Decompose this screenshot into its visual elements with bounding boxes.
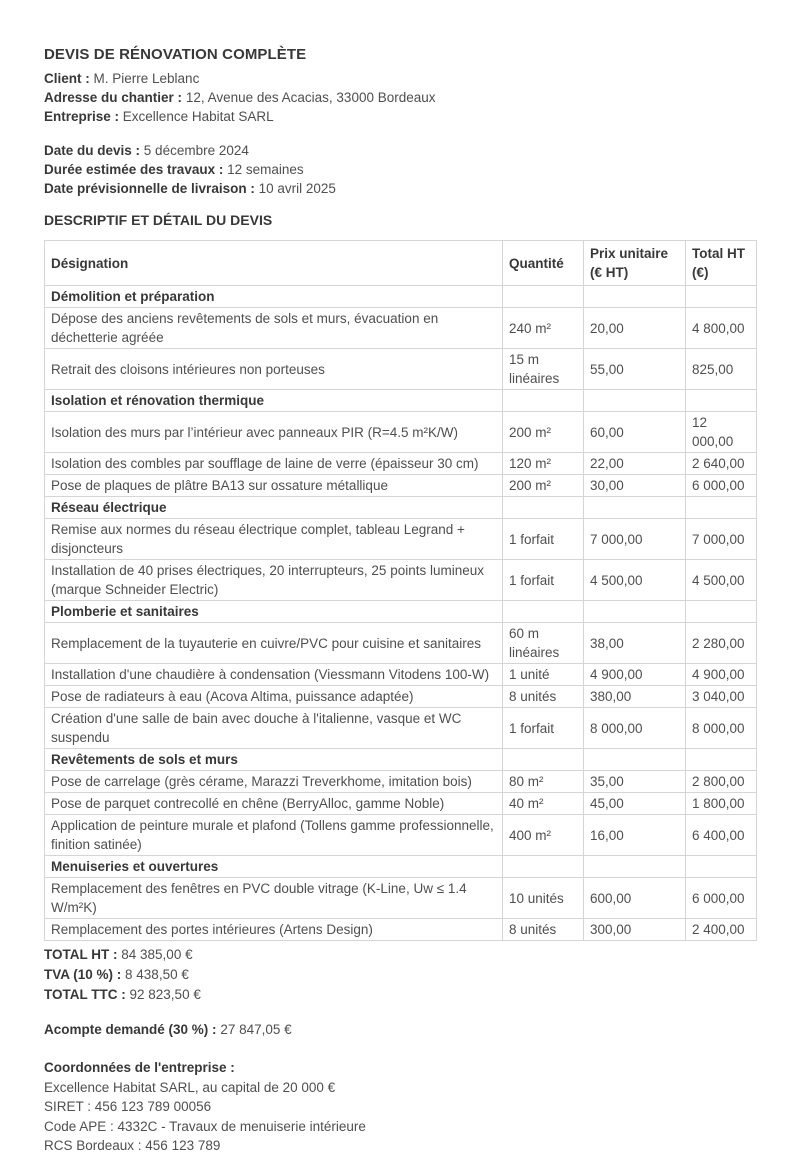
company-details-block	[44, 1058, 756, 1156]
table-item-row	[45, 412, 757, 453]
designation-cell: Menuiseries et ouvertures	[45, 856, 503, 878]
totals-block	[44, 945, 756, 1005]
total-ht-label: TOTAL HT :	[44, 947, 118, 962]
table-section-row	[45, 497, 757, 519]
total-ttc-line	[44, 985, 756, 1005]
total-cell: 6 000,00	[686, 475, 757, 497]
total-cell: 2 800,00	[686, 771, 757, 793]
company-line	[44, 107, 756, 126]
table-item-row	[45, 771, 757, 793]
designation-cell: Remplacement des portes intérieures (Artens Design)	[45, 919, 503, 941]
table-item-row	[45, 519, 757, 560]
unit-price-cell: 55,00	[584, 349, 686, 390]
client-line	[44, 69, 756, 88]
unit-price-cell	[584, 749, 686, 771]
total-cell	[686, 286, 757, 308]
quantity-cell	[503, 856, 584, 878]
designation-cell: Dépose des anciens revêtements de sols et murs, évacuation en déchetterie agréée	[45, 308, 503, 349]
tva-value: 8 438,50 €	[125, 967, 189, 982]
delivery-date-label: Date prévisionnelle de livraison :	[44, 181, 255, 196]
total-cell: 6 000,00	[686, 878, 757, 919]
designation-cell: Remplacement de la tuyauterie en cuivre/PVC pour cuisine et sanitaires	[45, 623, 503, 664]
table-item-row	[45, 815, 757, 856]
company-value: Excellence Habitat SARL	[122, 109, 274, 124]
table-section-row	[45, 390, 757, 412]
duration-value: 12 semaines	[227, 162, 304, 177]
total-cell: 2 400,00	[686, 919, 757, 941]
unit-price-cell: 45,00	[584, 793, 686, 815]
table-item-row	[45, 878, 757, 919]
unit-price-cell: 30,00	[584, 475, 686, 497]
unit-price-cell: 35,00	[584, 771, 686, 793]
total-ttc-label: TOTAL TTC :	[44, 987, 126, 1002]
total-cell: 2 640,00	[686, 453, 757, 475]
designation-cell: Pose de parquet contrecollé en chêne (BerryAlloc, gamme Noble)	[45, 793, 503, 815]
total-cell: 3 040,00	[686, 686, 757, 708]
site-address-line	[44, 88, 756, 107]
unit-price-cell: 8 000,00	[584, 708, 686, 749]
total-cell: 12 000,00	[686, 412, 757, 453]
unit-price-cell: 7 000,00	[584, 519, 686, 560]
company-label: Entreprise :	[44, 109, 120, 124]
designation-cell: Pose de plaques de plâtre BA13 sur ossature métallique	[45, 475, 503, 497]
unit-price-cell: 20,00	[584, 308, 686, 349]
designation-cell: Plomberie et sanitaires	[45, 601, 503, 623]
quote-table	[44, 240, 757, 941]
designation-cell: Remplacement des fenêtres en PVC double vitrage (K-Line, Uw ≤ 1.4 W/m²K)	[45, 878, 503, 919]
quote-table-head	[45, 241, 757, 286]
table-section-row	[45, 856, 757, 878]
quantity-cell: 1 forfait	[503, 560, 584, 601]
site-address-value: 12, Avenue des Acacias, 33000 Bordeaux	[185, 90, 436, 105]
unit-price-cell: 4 900,00	[584, 664, 686, 686]
client-label: Client :	[44, 71, 90, 86]
deposit-label: Acompte demandé (30 %) :	[44, 1022, 217, 1037]
quantity-cell	[503, 286, 584, 308]
duration-label: Durée estimée des travaux :	[44, 162, 224, 177]
unit-price-cell: 16,00	[584, 815, 686, 856]
designation-cell: Isolation et rénovation thermique	[45, 390, 503, 412]
quantity-cell	[503, 601, 584, 623]
quantity-cell: 15 m linéaires	[503, 349, 584, 390]
designation-cell: Installation d'une chaudière à condensation (Viessmann Vitodens 100-W)	[45, 664, 503, 686]
quantity-column-header: Quantité	[503, 241, 584, 286]
quantity-cell: 60 m linéaires	[503, 623, 584, 664]
total-cell	[686, 390, 757, 412]
total-cell	[686, 601, 757, 623]
total-cell: 4 900,00	[686, 664, 757, 686]
unit-price-cell: 4 500,00	[584, 560, 686, 601]
table-section-row	[45, 749, 757, 771]
quantity-cell: 1 forfait	[503, 519, 584, 560]
total-cell: 7 000,00	[686, 519, 757, 560]
designation-cell: Retrait des cloisons intérieures non porteuses	[45, 349, 503, 390]
company-details-heading	[44, 1058, 756, 1078]
total-ht-value: 84 385,00 €	[121, 947, 193, 962]
deposit-value: 27 847,05 €	[220, 1022, 292, 1037]
quantity-cell: 400 m²	[503, 815, 584, 856]
delivery-date-line	[44, 179, 756, 198]
designation-cell: Isolation des combles par soufflage de laine de verre (épaisseur 30 cm)	[45, 453, 503, 475]
quantity-cell: 1 forfait	[503, 708, 584, 749]
table-item-row	[45, 708, 757, 749]
designation-cell: Revêtements de sols et murs	[45, 749, 503, 771]
document-title: DEVIS DE RÉNOVATION COMPLÈTE	[44, 46, 307, 63]
table-header-row	[45, 241, 757, 286]
quantity-cell: 120 m²	[503, 453, 584, 475]
rcs-line: RCS Bordeaux : 456 123 789	[44, 1138, 221, 1153]
designation-cell: Pose de carrelage (grès cérame, Marazzi Treverkhome, imitation bois)	[45, 771, 503, 793]
company-details-heading-text: Coordonnées de l'entreprise :	[44, 1060, 235, 1075]
total-column-header: Total HT (€)	[686, 241, 757, 286]
table-item-row	[45, 560, 757, 601]
table-item-row	[45, 664, 757, 686]
unit-price-cell	[584, 601, 686, 623]
unit-price-cell: 22,00	[584, 453, 686, 475]
site-address-label: Adresse du chantier :	[44, 90, 183, 105]
total-cell: 4 800,00	[686, 308, 757, 349]
quantity-cell: 240 m²	[503, 308, 584, 349]
tva-label: TVA (10 %) :	[44, 967, 122, 982]
quote-date-label: Date du devis :	[44, 143, 141, 158]
quantity-cell: 10 unités	[503, 878, 584, 919]
total-ht-line	[44, 945, 756, 965]
total-ttc-value: 92 823,50 €	[129, 987, 201, 1002]
table-item-row	[45, 919, 757, 941]
quantity-cell: 200 m²	[503, 475, 584, 497]
quote-date-value: 5 décembre 2024	[143, 143, 249, 158]
deposit-line	[44, 1020, 756, 1039]
siret-line: SIRET : 456 123 789 00056	[44, 1099, 212, 1114]
quantity-cell: 40 m²	[503, 793, 584, 815]
table-item-row	[45, 793, 757, 815]
designation-cell: Démolition et préparation	[45, 286, 503, 308]
table-item-row	[45, 686, 757, 708]
designation-cell: Application de peinture murale et plafond (Tollens gamme professionnelle, finition satinée)	[45, 815, 503, 856]
table-item-row	[45, 623, 757, 664]
total-cell: 8 000,00	[686, 708, 757, 749]
ape-code-line: Code APE : 4332C - Travaux de menuiserie intérieure	[44, 1118, 366, 1134]
table-section-row	[45, 286, 757, 308]
total-cell: 6 400,00	[686, 815, 757, 856]
unit-price-cell: 60,00	[584, 412, 686, 453]
dates-block	[44, 141, 756, 198]
quote-date-line	[44, 141, 756, 160]
quantity-cell: 8 unités	[503, 686, 584, 708]
quantity-cell: 1 unité	[503, 664, 584, 686]
quantity-cell: 80 m²	[503, 771, 584, 793]
designation-cell: Isolation des murs par l’intérieur avec panneaux PIR (R=4.5 m²K/W)	[45, 412, 503, 453]
total-cell	[686, 749, 757, 771]
designation-cell: Création d'une salle de bain avec douche à l'italienne, vasque et WC suspendu	[45, 708, 503, 749]
designation-cell: Réseau électrique	[45, 497, 503, 519]
table-item-row	[45, 308, 757, 349]
designation-column-header: Désignation	[45, 241, 503, 286]
quantity-cell	[503, 749, 584, 771]
table-section-row	[45, 601, 757, 623]
company-capital-line: Excellence Habitat SARL, au capital de 20 000 €	[44, 1079, 336, 1095]
total-cell: 825,00	[686, 349, 757, 390]
unit-price-cell	[584, 497, 686, 519]
total-cell: 2 280,00	[686, 623, 757, 664]
quote-table-body	[45, 286, 757, 941]
table-item-row	[45, 349, 757, 390]
quantity-cell: 200 m²	[503, 412, 584, 453]
unit-price-cell: 380,00	[584, 686, 686, 708]
designation-cell: Installation de 40 prises électriques, 20 interrupteurs, 25 points lumineux (marque Schneider Electric)	[45, 560, 503, 601]
unit-price-cell	[584, 286, 686, 308]
unit-price-column-header: Prix unitaire (€ HT)	[584, 241, 686, 286]
table-item-row	[45, 475, 757, 497]
total-cell	[686, 856, 757, 878]
quantity-cell	[503, 497, 584, 519]
details-section-title: DESCRIPTIF ET DÉTAIL DU DEVIS	[44, 212, 273, 228]
deposit-block	[44, 1020, 756, 1039]
client-value: M. Pierre Leblanc	[93, 71, 200, 86]
unit-price-cell: 300,00	[584, 919, 686, 941]
tva-line	[44, 965, 756, 985]
total-cell: 1 800,00	[686, 793, 757, 815]
unit-price-cell: 600,00	[584, 878, 686, 919]
unit-price-cell	[584, 390, 686, 412]
quantity-cell	[503, 390, 584, 412]
unit-price-cell: 38,00	[584, 623, 686, 664]
designation-cell: Remise aux normes du réseau électrique complet, tableau Legrand + disjoncteurs	[45, 519, 503, 560]
quantity-cell: 8 unités	[503, 919, 584, 941]
table-item-row	[45, 453, 757, 475]
delivery-date-value: 10 avril 2025	[258, 181, 336, 196]
designation-cell: Pose de radiateurs à eau (Acova Altima, puissance adaptée)	[45, 686, 503, 708]
unit-price-cell	[584, 856, 686, 878]
duration-line	[44, 160, 756, 179]
total-cell: 4 500,00	[686, 560, 757, 601]
total-cell	[686, 497, 757, 519]
